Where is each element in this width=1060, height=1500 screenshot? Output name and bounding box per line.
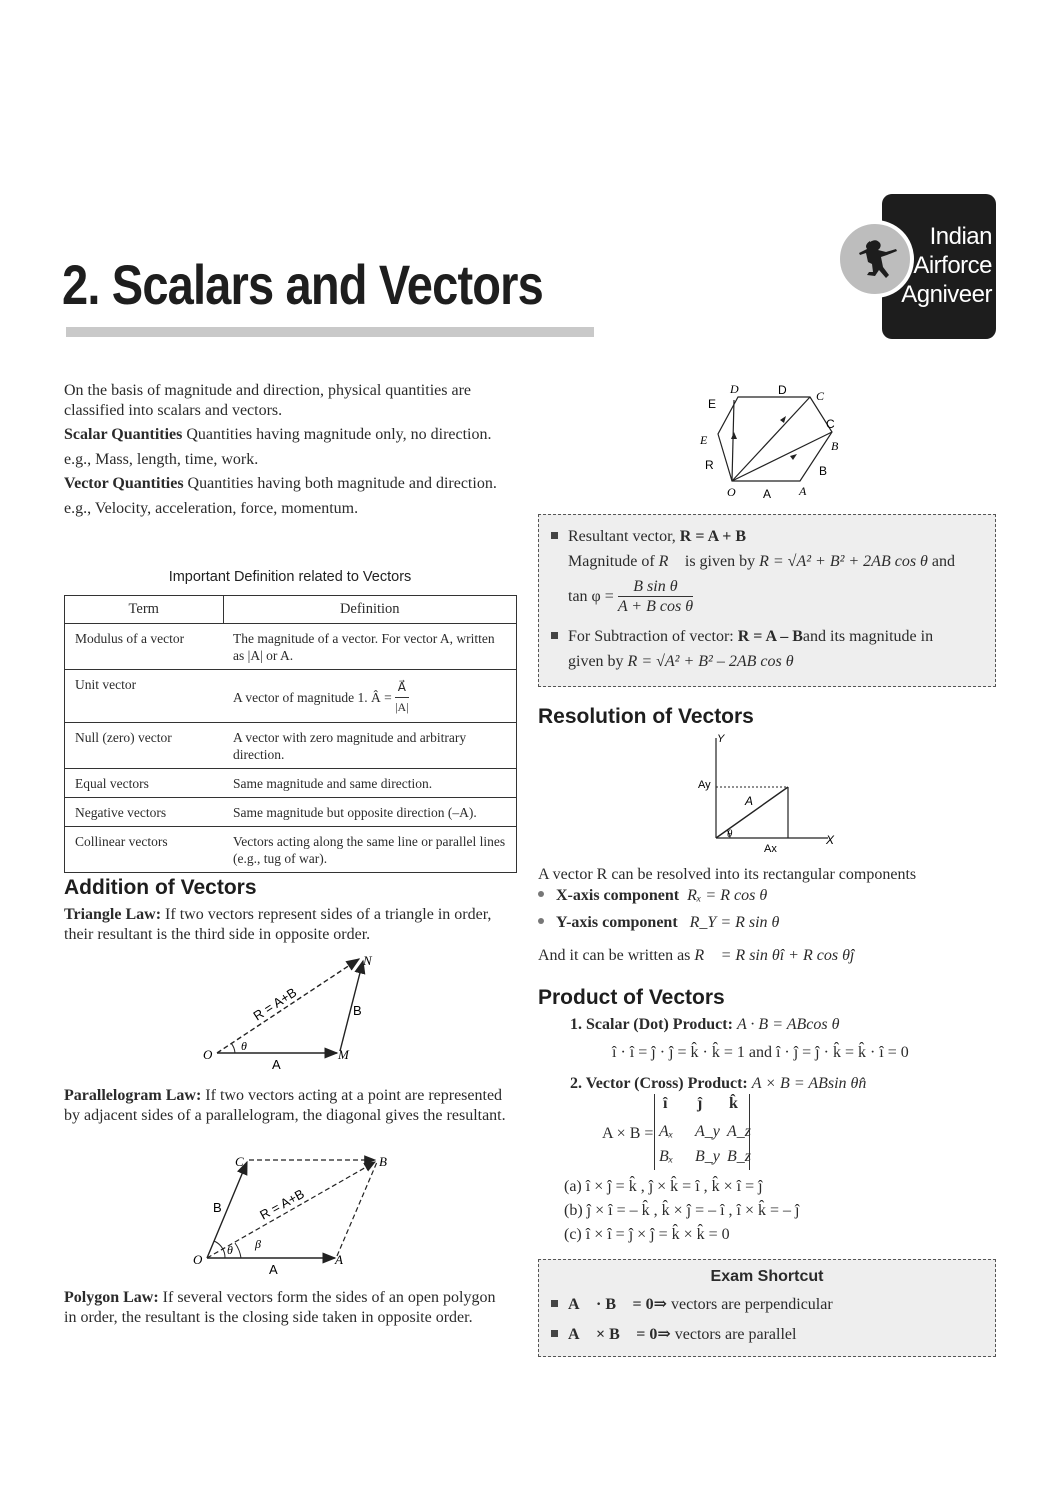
cross-identities-c: (c) î × î = ĵ × ĵ = k̂ × k̂ = 0 <box>564 1226 730 1243</box>
vector-term: Vector Quantities <box>64 475 184 492</box>
label-r: R <box>705 458 714 472</box>
resolution-heading: Resolution of Vectors <box>538 705 754 728</box>
shortcut-parallel-text: vectors are parallel <box>670 1326 797 1343</box>
label-theta: θ <box>241 1039 247 1053</box>
magnitude-line <box>568 552 993 572</box>
label-c2: C <box>816 389 825 403</box>
shortcut-perpendicular-text: vectors are perpendicular <box>666 1296 833 1313</box>
triangle-law <box>64 905 504 944</box>
label-beta: β <box>255 1237 261 1251</box>
vector-def-text: Quantities having both magnitude and direction. <box>183 475 497 492</box>
scalar-def-text: Quantities having magnitude only, no direction. <box>182 426 492 443</box>
brand-line-3: Agniveer <box>901 281 992 308</box>
polygon-law <box>64 1288 504 1327</box>
vector-definition <box>64 474 504 494</box>
det-cell: Aₓ <box>659 1123 674 1140</box>
table-header-row <box>65 596 517 624</box>
tan-phi-fraction <box>618 577 693 616</box>
arrowhead-icon <box>780 416 786 423</box>
y-component-label: Y-axis component <box>556 914 678 931</box>
brand-line-2: Airforce <box>913 252 992 279</box>
row-definition: Vectors acting along the same line or parallel lines (e.g., tug of war). <box>223 827 517 873</box>
label-ax: Ax <box>764 843 777 855</box>
r-vector-symbol: R⃗ <box>658 553 681 570</box>
label-a1: A <box>763 487 772 501</box>
intro-section <box>64 381 504 523</box>
title-underline <box>66 327 594 337</box>
scalar-product-formula: A · B = ABcos θ <box>736 1016 840 1033</box>
subtraction-label: For Subtraction of vector: <box>568 628 738 645</box>
table-row <box>65 827 517 873</box>
written-as-line <box>538 946 978 966</box>
scalar-product-line <box>570 1015 990 1035</box>
label-theta: θ <box>727 828 733 840</box>
det-cell: A_z <box>727 1123 751 1140</box>
bullet-dot-icon <box>538 918 544 924</box>
cross-identities-a: (a) î × ĵ = k̂ , ĵ × k̂ = î , k̂ × î = ĵ <box>564 1178 763 1195</box>
x-component-formula: Rₓ = R cos θ <box>687 887 768 904</box>
label-o: O <box>727 485 736 499</box>
x-component-item <box>538 886 978 906</box>
row-definition <box>223 670 517 723</box>
label-a2: A <box>799 484 807 498</box>
subtraction-formula: R = √A² + B² – 2AB cos θ <box>627 653 794 670</box>
exam-shortcut-box <box>538 1259 996 1357</box>
row-term: Equal vectors <box>65 769 224 798</box>
polygon-law-diagram <box>690 380 850 502</box>
scalar-term: Scalar Quantities <box>64 426 183 443</box>
det-cell: B_y <box>695 1148 720 1165</box>
y-component-formula: R_Y = R sin θ <box>689 914 780 931</box>
label-e2: E <box>700 433 708 447</box>
label-d1: D <box>778 383 787 397</box>
determinant-lhs: A × B = <box>602 1125 654 1142</box>
resultant-line <box>732 400 734 481</box>
shortcut-perpendicular <box>551 1295 833 1315</box>
page-title: 2. Scalars and Vectors <box>62 253 543 316</box>
det-cell: k̂ <box>729 1095 738 1112</box>
subtraction-magnitude-line <box>568 652 993 672</box>
label-resultant: R = A+B <box>250 984 300 1024</box>
row-term: Null (zero) vector <box>65 723 224 769</box>
brand-text <box>892 222 992 309</box>
triangle-law-text: If two vectors represent sides of a triangle in order, their resultant is the third side in opposite order. <box>64 906 492 943</box>
bullet-square-icon <box>551 532 558 539</box>
label-point-c: C <box>235 1154 244 1169</box>
scalar-definition <box>64 425 504 445</box>
label-n: N <box>363 953 372 968</box>
unit-vector-text: A vector of magnitude 1. Â = <box>233 690 392 705</box>
label-b: B <box>353 1003 362 1018</box>
y-component-item <box>538 913 978 933</box>
label-a: A <box>745 794 754 808</box>
subtraction-post-text: and its magnitude in <box>802 628 934 645</box>
det-cell: ĵ <box>697 1095 703 1112</box>
shortcut-cross-formula: A⃗ × B⃗ = 0⇒ <box>568 1326 671 1343</box>
det-cell: B_z <box>727 1148 751 1165</box>
label-b1: B <box>819 464 828 478</box>
bullet-square-icon <box>551 632 558 639</box>
label-d2: D <box>730 382 739 396</box>
brand-line-1: Indian <box>929 223 992 250</box>
shortcut-title: Exam Shortcut <box>710 1268 824 1285</box>
subtraction-equation: R = A – B <box>737 628 803 645</box>
label-m: M <box>338 1047 349 1062</box>
header-definition: Definition <box>223 596 517 624</box>
parallelogram-law <box>64 1086 512 1125</box>
label-o: O <box>203 1047 213 1062</box>
magnitude-post-text: and <box>927 553 956 570</box>
vector-product-line <box>570 1074 990 1094</box>
determinant-matrix <box>654 1094 750 1170</box>
written-as-formula: R⃗ = R sin θî + R cos θĵ <box>694 947 855 964</box>
label-b2: B <box>831 439 839 453</box>
label-a: A <box>272 1057 281 1072</box>
resultant-equation: R = A + B <box>679 528 747 545</box>
theta-arc <box>231 1043 235 1053</box>
label-ay: Ay <box>698 779 711 791</box>
definitions-caption: Important Definition related to Vectors <box>168 569 412 585</box>
diagonal-oc <box>732 397 810 481</box>
arrowhead-icon <box>790 454 797 460</box>
scalar-example: e.g., Mass, length, time, work. <box>64 450 259 468</box>
row-definition: A vector with zero magnitude and arbitrary direction. <box>223 723 517 769</box>
det-cell: Bₓ <box>659 1148 674 1165</box>
row-definition: Same magnitude and same direction. <box>223 769 517 798</box>
parallelogram-law-term: Parallelogram Law: <box>64 1087 202 1104</box>
scalar-product-label: 1. Scalar (Dot) Product: <box>570 1016 733 1033</box>
unit-vector-fraction <box>395 678 408 717</box>
table-row <box>65 723 517 769</box>
row-term: Modulus of a vector <box>65 624 224 670</box>
table-row <box>65 670 517 723</box>
intro-paragraph: On the basis of magnitude and direction, physical quantities are classified into scalars and vectors. <box>64 382 471 419</box>
shortcut-dot-formula: A⃗ · B⃗ = 0⇒ <box>568 1296 667 1313</box>
table-row <box>65 624 517 670</box>
theta-arc <box>214 1241 225 1258</box>
label-o: O <box>193 1252 203 1267</box>
label-point-a: A <box>335 1252 343 1267</box>
vector-product-label: 2. Vector (Cross) Product: <box>570 1075 748 1092</box>
written-as-label: And it can be written as <box>538 947 695 964</box>
tan-denominator: A + B cos θ <box>617 598 694 615</box>
label-b: B <box>213 1200 222 1215</box>
polygon-law-term: Polygon Law: <box>64 1289 159 1306</box>
beta-arc <box>235 1243 241 1258</box>
diagonal-ob <box>732 432 832 481</box>
label-y-axis: Y <box>717 733 725 745</box>
resolution-diagram <box>690 730 840 856</box>
label-resultant: R = A+B <box>257 1186 307 1223</box>
subtraction-given-by: given by <box>568 653 628 670</box>
side-ab-dashed <box>337 1162 377 1256</box>
triangle-law-term: Triangle Law: <box>64 906 162 923</box>
subtraction-line <box>551 627 991 647</box>
resolution-text: A vector R can be resolved into its rectangular components <box>538 866 917 883</box>
definitions-table <box>64 595 517 873</box>
magnitude-label: Magnitude of <box>568 553 659 570</box>
row-definition: The magnitude of a vector. For vector A, written as |A| or A. <box>223 624 517 670</box>
table-row <box>65 769 517 798</box>
row-definition: Same magnitude but opposite direction (–A). <box>223 798 517 827</box>
magnitude-mid-text: is given by <box>680 553 760 570</box>
row-term: Collinear vectors <box>65 827 224 873</box>
magnitude-formula: R = √A² + B² + 2AB cos θ <box>759 553 928 570</box>
triangle-law-diagram <box>195 945 395 1075</box>
table-row <box>65 798 517 827</box>
unit-vector-denominator: |A| <box>395 700 409 714</box>
det-cell: A_y <box>695 1123 720 1140</box>
label-e1: E <box>708 397 717 411</box>
parallelogram-law-text: If two vectors acting at a point are represented by adjacent sides of a parallelogram, the diagonal gives the resultant. <box>64 1087 506 1124</box>
tan-phi-formula <box>568 577 868 616</box>
bullet-square-icon <box>551 1300 558 1307</box>
resultant-line <box>551 527 991 547</box>
resultant-dashed-arrow <box>217 959 359 1053</box>
dot-identities: î · î = ĵ · ĵ = k̂ · k̂ = 1 and î · ĵ = ĵ · k̂ = k̂ · î = 0 <box>612 1044 909 1061</box>
unit-vector-numerator: A⃗ <box>395 678 408 698</box>
tan-phi-lhs: tan φ = <box>568 587 614 605</box>
resultant-label: Resultant vector, <box>568 528 680 545</box>
label-a: A <box>269 1262 278 1277</box>
bullet-dot-icon <box>538 891 544 897</box>
header-term: Term <box>65 596 224 624</box>
parallelogram-law-diagram <box>185 1148 400 1278</box>
vector-product-formula: A × B = ABsin θn̂ <box>751 1075 867 1092</box>
label-x-axis: X <box>826 833 835 847</box>
x-component-label: X-axis component <box>556 887 680 904</box>
resultant-formula-box <box>538 514 996 687</box>
tan-numerator: B sin θ <box>618 577 693 597</box>
product-heading: Product of Vectors <box>538 986 725 1009</box>
arrowhead-icon <box>731 432 737 439</box>
row-term: Negative vectors <box>65 798 224 827</box>
row-term: Unit vector <box>65 670 224 723</box>
shortcut-parallel <box>551 1325 796 1345</box>
label-point-b: B <box>379 1154 387 1169</box>
cross-identities-b: (b) ĵ × î = – k̂ , k̂ × ĵ = – î , î × k̂ = – ĵ <box>564 1202 800 1219</box>
label-c1: C <box>826 417 835 431</box>
label-theta: θ <box>227 1243 233 1257</box>
det-cell: î <box>663 1095 668 1112</box>
addition-heading: Addition of Vectors <box>64 876 257 899</box>
vector-example: e.g., Velocity, acceleration, force, momentum. <box>64 499 359 517</box>
polygon-law-text: If several vectors form the sides of an open polygon in order, the resultant is the closing side taken in opposite order. <box>64 1289 496 1326</box>
bullet-square-icon <box>551 1330 558 1337</box>
